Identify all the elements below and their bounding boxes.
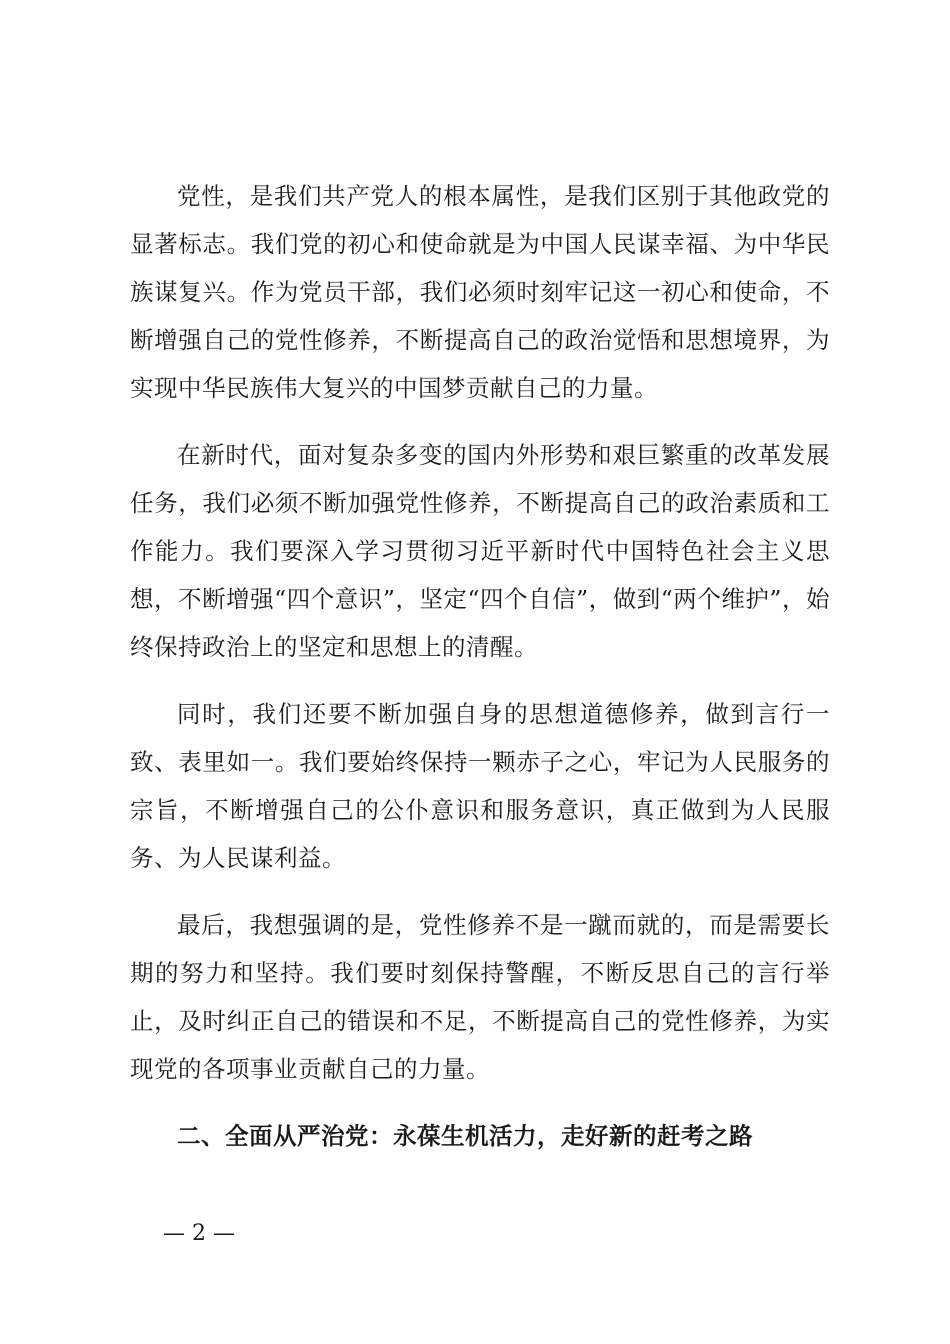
document-body	[130, 172, 830, 1160]
section-heading: 二、全面从严治党：永葆生机活力，走好新的赶考之路	[177, 1122, 753, 1150]
paragraph-2: 在新时代，面对复杂多变的国内外形势和艰巨繁重的改革发展任务，我们必须不断加强党性修养，不断提高自己的政治素质和工作能力。我们要深入学习贯彻习近平新时代中国特色社会主义思想，不断增强“四个意识”，坚定“四个自信”，做到“两个维护”，始终保持政治上的坚定和思想上的清醒。	[130, 441, 830, 661]
paragraph-1: 党性，是我们共产党人的根本属性，是我们区别于其他政党的显著标志。我们党的初心和使命就是为中国人民谋幸福、为中华民族谋复兴。作为党员干部，我们必须时刻牢记这一初心和使命，不断增强自己的党性修养，不断提高自己的政治觉悟和思想境界，为实现中华民族伟大复兴的中国梦贡献自己的力量。	[130, 182, 830, 402]
paragraph-3: 同时，我们还要不断加强自身的思想道德修养，做到言行一致、表里如一。我们要始终保持一颗赤子之心，牢记为人民服务的宗旨，不断增强自己的公仆意识和服务意识，真正做到为人民服务、为人民谋利益。	[130, 700, 830, 872]
page-number: — 2 —	[163, 1221, 235, 1246]
paragraph-4: 最后，我想强调的是，党性修养不是一蹴而就的，而是需要长期的努力和坚持。我们要时刻保持警醒，不断反思自己的言行举止，及时纠正自己的错误和不足，不断提高自己的党性修养，为实现党的各项事业贡献自己的力量。	[130, 911, 830, 1083]
